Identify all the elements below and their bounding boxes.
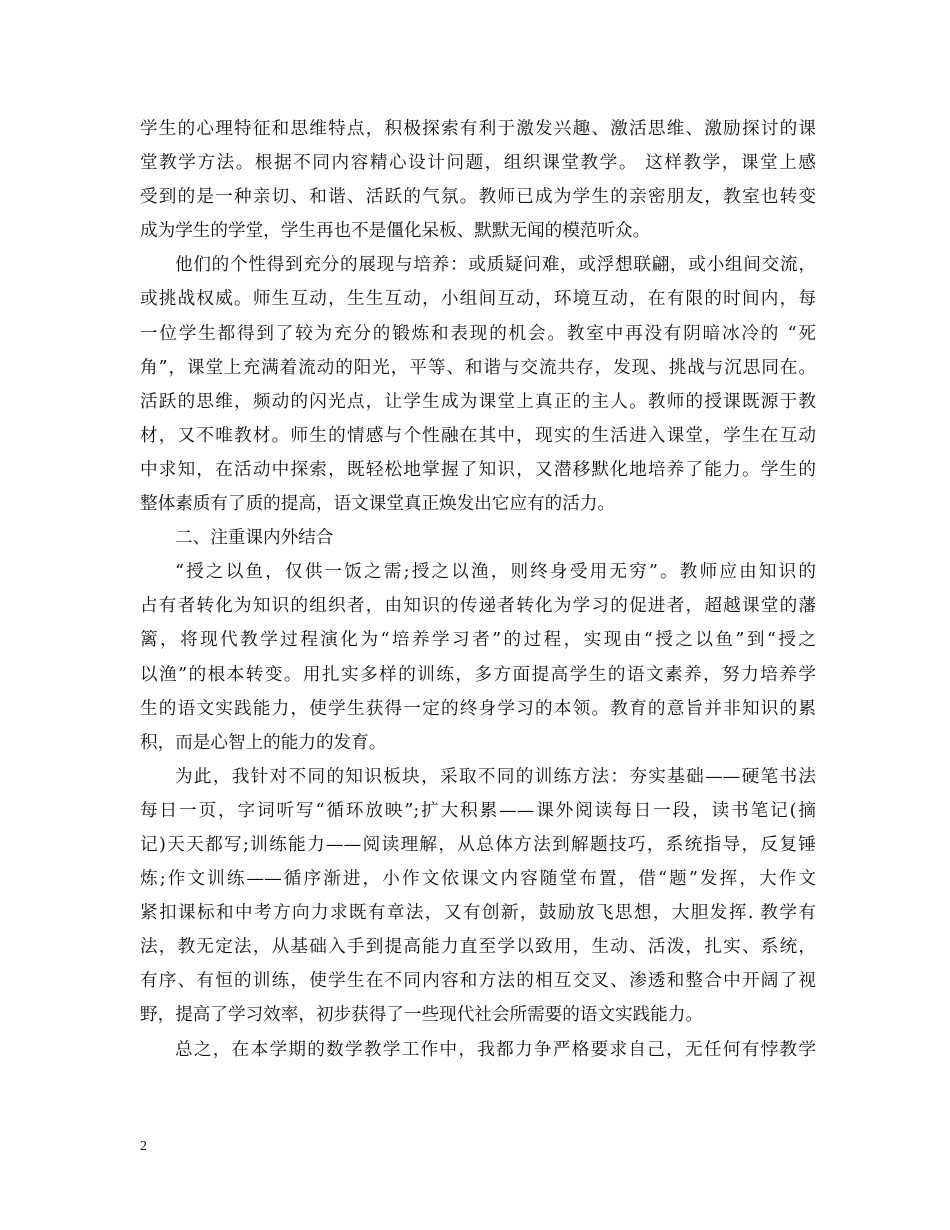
text-line: 成为学生的学堂，学生再也不是僵化呆板、默默无闻的模范听众。 bbox=[140, 221, 651, 242]
text-line: 中求知，在活动中探索，既轻松地掌握了知识，又潜移默化地培养了能力。学生的 bbox=[140, 459, 816, 480]
text-line: 角”，课堂上充满着流动的阳光，平等、和谐与交流共存，发现、挑战与沉思同在。 bbox=[140, 357, 816, 378]
text-line: 有序、有恒的训练，使学生在不同内容和方法的相互交叉、渗透和整合中开阔了视 bbox=[140, 971, 816, 992]
text-line: 他们的个性得到充分的展现与培养：或质疑问难，或浮想联翩，或小组间交流， bbox=[175, 255, 816, 276]
text-line: 堂教学方法。根据不同内容精心设计问题，组织课堂教学。 这样教学，课堂上感 bbox=[140, 153, 816, 174]
text-line: 为此，我针对不同的知识板块，采取不同的训练方法：夯实基础——硬笔书法 bbox=[175, 766, 816, 787]
text-line: 篱，将现代教学过程演化为“培养学习者”的过程，实现由“授之以鱼”到“授之 bbox=[140, 630, 816, 651]
text-line: 总之，在本学期的数学教学工作中，我都力争严格要求自己，无任何有悖教学 bbox=[175, 1039, 816, 1060]
text-line: 积，而是心智上的能力的发育。 bbox=[140, 732, 387, 753]
text-line: 炼;作文训练——循序渐进，小作文依课文内容随堂布置，借“题”发挥，大作文 bbox=[140, 869, 816, 890]
text-line: 野，提高了学习效率，初步获得了一些现代社会所需要的语文实践能力。 bbox=[140, 1005, 704, 1026]
page-number: 2 bbox=[140, 1139, 147, 1154]
body-text bbox=[140, 112, 816, 1067]
text-line: 紧扣课标和中考方向力求既有章法，又有创新，鼓励放飞思想，大胆发挥. 教学有 bbox=[140, 903, 816, 924]
text-line: 一位学生都得到了较为充分的锻炼和表现的机会。教室中再没有阴暗冰冷的 “死 bbox=[140, 323, 816, 344]
text-line: 记)天天都写;训练能力——阅读理解，从总体方法到解题技巧，系统指导，反复锤 bbox=[140, 834, 816, 855]
section-heading: 二、注重课内外结合 bbox=[175, 528, 334, 549]
text-line: 法，教无定法，从基础入手到提高能力直至学以致用，生动、活泼，扎实、系统， bbox=[140, 937, 816, 958]
text-line: 每日一页，字词听写“循环放映”;扩大积累——课外阅读每日一段，读书笔记(摘 bbox=[140, 800, 816, 821]
text-line: 占有者转化为知识的组织者，由知识的传递者转化为学习的促进者，超越课堂的藩 bbox=[140, 596, 816, 617]
text-line: 活跃的思维，频动的闪光点，让学生成为课堂上真正的主人。教师的授课既源于教 bbox=[140, 391, 816, 412]
text-line: 学生的心理特征和思维特点，积极探索有利于激发兴趣、激活思维、激励探讨的课 bbox=[140, 119, 816, 139]
text-line: 受到的是一种亲切、和谐、活跃的气氛。教师已成为学生的亲密朋友，教室也转变 bbox=[140, 187, 816, 208]
text-line: 整体素质有了质的提高，语文课堂真正焕发出它应有的活力。 bbox=[140, 494, 616, 515]
text-line: 或挑战权威。师生互动，生生互动，小组间互动，环境互动，在有限的时间内，每 bbox=[140, 289, 816, 310]
text-line: 生的语文实践能力，使学生获得一定的终身学习的本领。教育的意旨并非知识的累 bbox=[140, 698, 816, 719]
text-line: 以渔”的根本转变。用扎实多样的训练，多方面提高学生的语文素养，努力培养学 bbox=[140, 664, 816, 685]
text-line: 材，又不唯教材。师生的情感与个性融在其中，现实的生活进入课堂，学生在互动 bbox=[140, 425, 816, 446]
text-line: “授之以鱼，仅供一饭之需;授之以渔，则终身受用无穷”。教师应由知识的 bbox=[175, 562, 816, 583]
